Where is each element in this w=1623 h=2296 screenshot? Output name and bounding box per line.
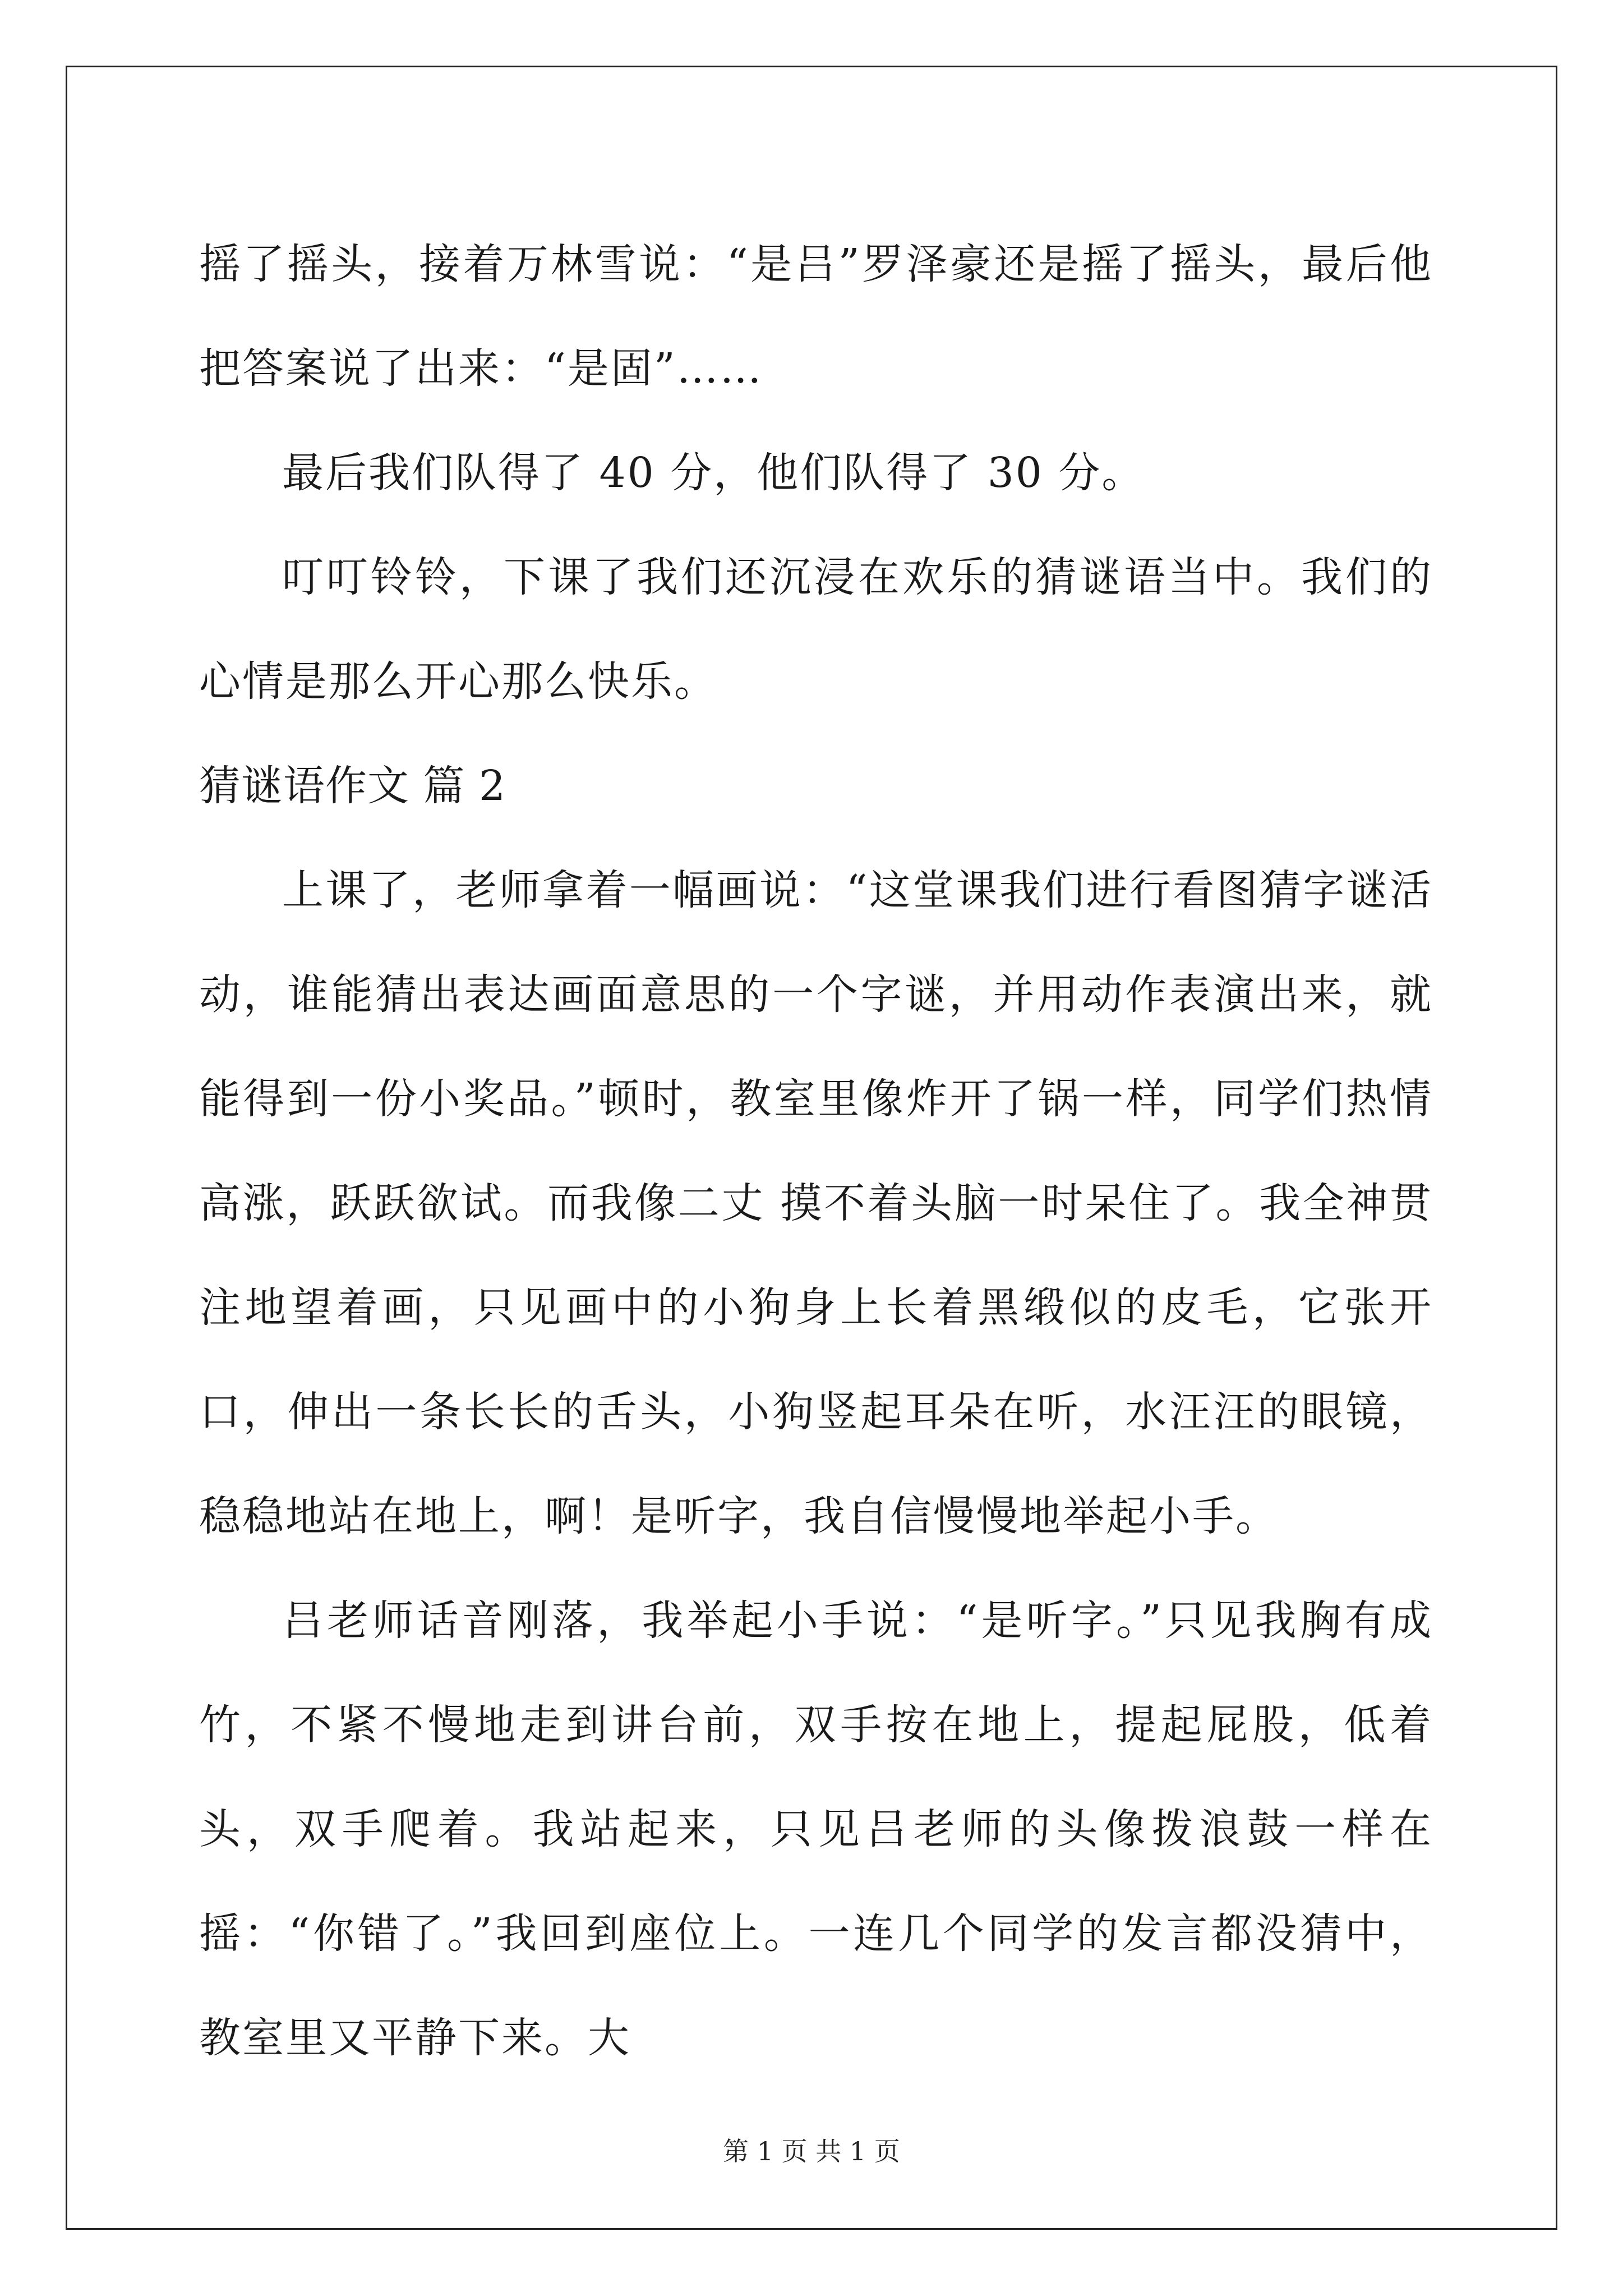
document-body [199,212,1433,2090]
paragraph: 吕老师话音刚落，我举起小手说：“是听字。”只见我胸有成竹，不紧不慢地走到讲台前，双手按在地上，提起屁股，低着头，双手爬着。我站起来，只见吕老师的头像拨浪鼓一样在摇：“你错了。”我回到座位上。一连几个同学的发言都没猜中，教室里又平静下来。大 [199,1596,1433,2062]
paragraph: 上课了，老师拿着一幅画说：“这堂课我们进行看图猜字谜活动，谁能猜出表达画面意思的一个字谜，并用动作表演出来，就能得到一份小奖品。”顿时，教室里像炸开了锅一样，同学们热情高涨，跃跃欲试。而我像二丈 摸不着头脑一时呆住了。我全神贯注地望着画，只见画中的小狗身上长着黑缎似的皮毛，它张开口，伸出一条长长的舌头，小狗竖起耳朵在听，水汪汪的眼镜，稳稳地站在地上，啊！是听字，我自信慢慢地举起小手。 [199,866,1433,1540]
page-footer: 第 1 页 共 1 页 [723,2136,900,2166]
paragraph: 摇了摇头，接着万林雪说：“是吕”罗泽豪还是摇了摇头，最后他把答案说了出来：“是固”…… [199,240,1433,393]
paragraph: 叮叮铃铃，下课了我们还沉浸在欢乐的猜谜语当中。我们的心情是那么开心那么快乐。 [199,553,1433,706]
paragraph: 最后我们队得了 40 分，他们队得了 30 分。 [282,449,1145,497]
section-heading: 猜谜语作文 篇 2 [199,762,506,810]
